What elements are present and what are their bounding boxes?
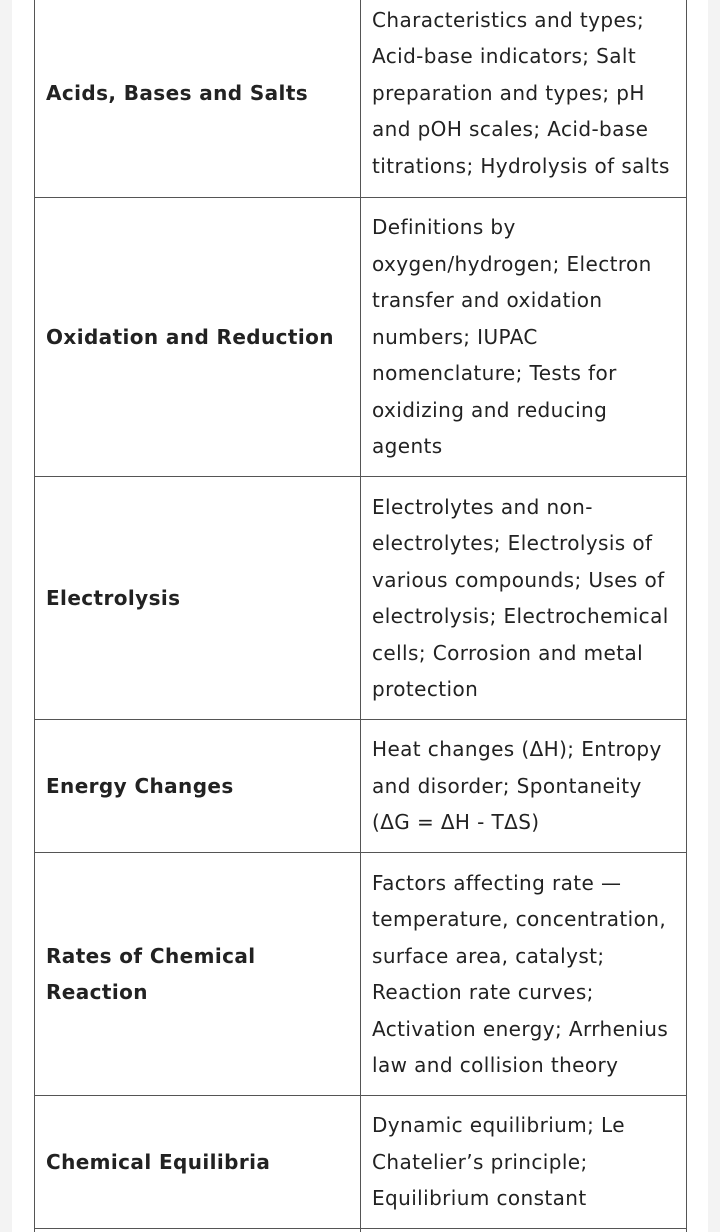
content-cell: Factors affecting rate — temperature, concentration, surface area, catalyst; Reaction rate curves; Activation energy; Arrhenius law and collision theory xyxy=(361,853,687,1096)
topic-cell: Acids, Bases and Salts xyxy=(35,0,361,198)
content-cell: Heat changes (ΔH); Entropy and disorder; Spontaneity (ΔG = ΔH - TΔS) xyxy=(361,720,687,853)
table-row-partial xyxy=(35,1229,687,1232)
topic-cell-empty xyxy=(35,1229,361,1232)
content-cell-empty xyxy=(361,1229,687,1232)
topic-cell: Energy Changes xyxy=(35,720,361,853)
topic-cell: Rates of Chemical Reaction xyxy=(35,853,361,1096)
table-row xyxy=(35,477,687,720)
content-cell: Dynamic equilibrium; Le Chatelier’s principle; Equilibrium constant xyxy=(361,1096,687,1229)
document-page xyxy=(12,0,708,1232)
table-row xyxy=(35,0,687,198)
content-cell: Definitions by oxygen/hydrogen; Electron transfer and oxidation numbers; IUPAC nomenclature; Tests for oxidizing and reducing agents xyxy=(361,198,687,477)
table-row xyxy=(35,1096,687,1229)
topic-cell: Chemical Equilibria xyxy=(35,1096,361,1229)
topic-cell: Oxidation and Reduction xyxy=(35,198,361,477)
topics-table xyxy=(34,0,687,1232)
table-row xyxy=(35,198,687,477)
table-row xyxy=(35,853,687,1096)
content-cell: Electrolytes and non-electrolytes; Electrolysis of various compounds; Uses of electrolysis; Electrochemical cells; Corrosion and metal protection xyxy=(361,477,687,720)
content-cell: Characteristics and types; Acid-base indicators; Salt preparation and types; pH and pOH scales; Acid-base titrations; Hydrolysis of salts xyxy=(361,0,687,198)
table-row xyxy=(35,720,687,853)
topic-cell: Electrolysis xyxy=(35,477,361,720)
